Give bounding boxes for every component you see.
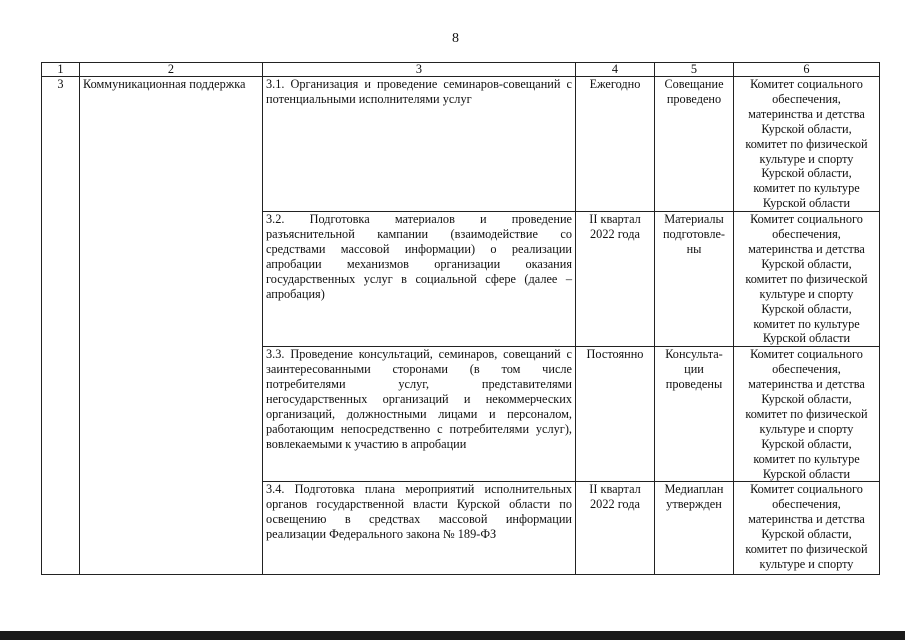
responsible-cell: [734, 212, 880, 347]
measure-cell: 3.3. Проведение консультаций, семинаров, совещаний с заинтересованными сторонами (в том числе потребителями услуг, представителями негосударственных организаций и некоммерческих организаций, должностными лицами и персоналом, работающим непосредственно с потребителями услуг), вовлекаемыми к участию в апробации: [263, 347, 576, 482]
section-number: 3: [42, 77, 80, 575]
responsible-line: комитет по физической: [745, 271, 868, 286]
deadline-cell: Ежегодно: [576, 77, 655, 212]
column-header: 3: [263, 63, 576, 77]
responsible-line: Комитет социального: [750, 77, 863, 91]
section-name: Коммуникационная поддержка: [80, 77, 263, 575]
responsible-line: Курской области,: [761, 301, 852, 316]
responsible-line: материнства и детства: [748, 241, 865, 256]
column-header: 2: [80, 63, 263, 77]
measure-cell: 3.1. Организация и проведение семинаров-совещаний с потенциальными исполнителями услуг: [263, 77, 576, 212]
measure-cell: 3.4. Подготовка плана мероприятий исполнительных органов государственной власти Курской области по освещению в средствах массовой информации реализации Федерального закона № 189-ФЗ: [263, 482, 576, 575]
responsible-line: Курской области,: [761, 256, 852, 271]
responsible-line: Курской области,: [761, 527, 852, 542]
responsible-line: культуре и спорту: [759, 286, 854, 301]
responsible-line: материнства и детства: [748, 512, 865, 527]
column-header: 1: [42, 63, 80, 77]
responsible-line: Курской области: [762, 331, 851, 346]
responsible-line: комитет по культуре: [753, 316, 860, 331]
responsible-line: обеспечения,: [772, 91, 841, 106]
deadline-cell: II квартал 2022 года: [576, 482, 655, 575]
responsible-cell: [734, 77, 880, 212]
responsible-line: Курской области,: [761, 121, 852, 136]
responsible-line: материнства и детства: [748, 377, 865, 392]
table-row: [42, 77, 880, 212]
responsible-line: обеспечения,: [772, 227, 841, 242]
responsible-line: культуре и спорту: [759, 151, 854, 166]
responsible-line: Комитет социального: [750, 212, 863, 227]
responsible-line: Курской области: [762, 196, 851, 211]
column-header: 4: [576, 63, 655, 77]
responsible-line: Курской области,: [761, 392, 852, 407]
column-header: 6: [734, 63, 880, 77]
responsible-line: комитет по физической: [745, 542, 868, 557]
result-cell: Материалы подготовле-ны: [655, 212, 734, 347]
responsible-line: комитет по культуре: [753, 451, 860, 466]
result-cell: Консульта-ции проведены: [655, 347, 734, 482]
responsible-line: материнства и детства: [748, 106, 865, 121]
result-cell: Совещание проведено: [655, 77, 734, 212]
responsible-line: комитет по культуре: [753, 181, 860, 196]
page-number: 8: [452, 31, 459, 46]
responsible-line: обеспечения,: [772, 362, 841, 377]
responsible-line: Комитет социального: [750, 482, 863, 497]
deadline-cell: II квартал 2022 года: [576, 212, 655, 347]
responsible-line: культуре и спорту: [759, 421, 854, 436]
table-header-row: [42, 63, 880, 77]
responsible-line: комитет по физической: [745, 136, 868, 151]
responsible-line: Курской области,: [761, 166, 852, 181]
responsible-line: Курской области,: [761, 436, 852, 451]
responsible-line: комитет по физической: [745, 406, 868, 421]
responsible-line: Комитет социального: [750, 347, 863, 362]
responsible-cell: [734, 347, 880, 482]
column-header: 5: [655, 63, 734, 77]
responsible-line: обеспечения,: [772, 497, 841, 512]
measure-cell: 3.2. Подготовка материалов и проведение разъяснительной кампании (взаимодействие со средствами массовой информации) о реализации апробации механизмов организации оказания государственных услуг в социальной сфере (далее – апробация): [263, 212, 576, 347]
responsible-cell: [734, 482, 880, 575]
responsible-line: культуре и спорту: [759, 557, 854, 571]
responsible-line: Курской области: [762, 466, 851, 481]
scan-bottom-edge: [0, 631, 905, 640]
result-cell: Медиаплан утвержден: [655, 482, 734, 575]
deadline-cell: Постоянно: [576, 347, 655, 482]
activities-table: [41, 62, 880, 575]
